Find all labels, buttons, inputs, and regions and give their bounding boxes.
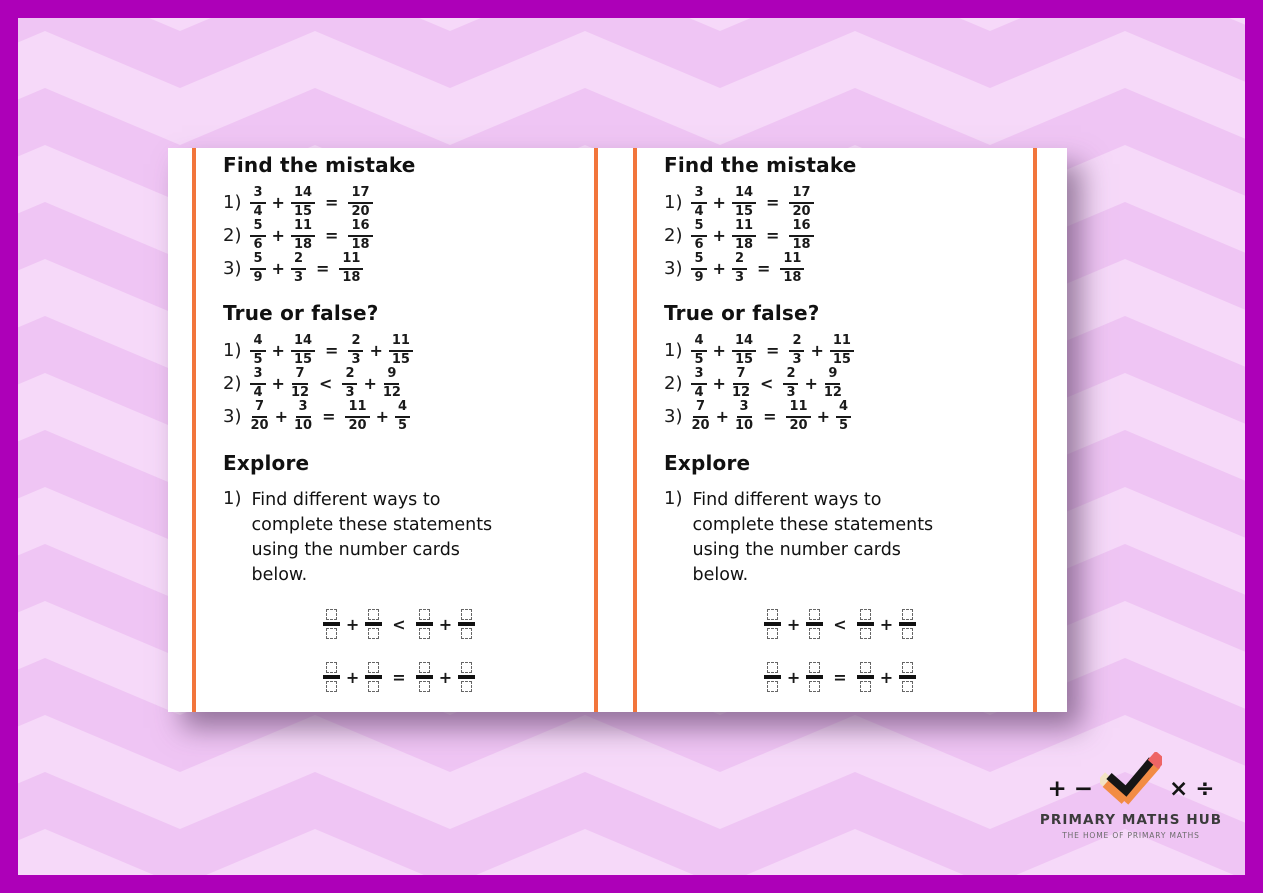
plus-operator: + xyxy=(879,614,894,634)
numerator: 5 xyxy=(250,219,265,237)
denominator-card-slot xyxy=(860,628,871,639)
numerator: 4 xyxy=(691,334,706,352)
explore-item xyxy=(664,488,1033,588)
denominator: 20 xyxy=(351,203,370,219)
denominator-card-slot xyxy=(767,628,778,639)
fraction xyxy=(732,252,747,285)
denominator: 18 xyxy=(792,236,811,252)
numerator-card-slot xyxy=(368,662,379,673)
fraction xyxy=(824,367,842,400)
worksheet-sheet xyxy=(168,148,1067,712)
fraction xyxy=(383,367,401,400)
plus-operator: + xyxy=(712,226,726,245)
number-card-statements xyxy=(223,605,575,696)
denominator: 3 xyxy=(345,384,355,400)
equals-operator: = xyxy=(392,667,406,687)
plus-operator: + xyxy=(345,614,360,634)
fraction xyxy=(830,334,854,367)
find-the-mistake-heading: Find the mistake xyxy=(664,153,857,177)
placeholder-statement-row xyxy=(323,605,475,643)
explore-item xyxy=(223,488,594,588)
denominator-card-slot xyxy=(461,681,472,692)
numerator: 5 xyxy=(691,219,706,237)
placeholder-statement-row xyxy=(764,605,916,643)
numerator-card-slot xyxy=(326,662,337,673)
fraction-placeholder xyxy=(458,662,475,692)
numerator: 2 xyxy=(348,334,363,352)
denominator-card-slot xyxy=(860,681,871,692)
fraction xyxy=(291,252,306,285)
placeholder-statement-row xyxy=(323,658,475,696)
numerator: 3 xyxy=(250,367,265,385)
equation-number: 3) xyxy=(223,258,242,279)
denominator: 3 xyxy=(792,351,802,367)
plus-operator: + xyxy=(712,193,726,212)
equation-number: 2) xyxy=(664,225,683,246)
plus-operator: + xyxy=(345,667,360,687)
number-card-statements xyxy=(664,605,1016,696)
denominator: 20 xyxy=(789,417,808,433)
numerator-card-slot xyxy=(461,609,472,620)
logo-title: PRIMARY MATHS HUB xyxy=(1039,812,1223,828)
equals-operator: = xyxy=(315,259,330,278)
numerator-card-slot xyxy=(809,609,820,620)
fraction xyxy=(691,334,706,367)
plus-symbol: + xyxy=(1047,776,1067,802)
fraction-bar xyxy=(323,622,340,626)
fraction xyxy=(250,334,265,367)
pencil-check-icon xyxy=(1100,752,1162,810)
explore-heading: Explore xyxy=(664,451,751,475)
denominator: 18 xyxy=(293,236,313,252)
fraction-placeholder xyxy=(323,662,340,692)
plus-operator: + xyxy=(375,407,389,426)
denominator: 15 xyxy=(832,351,851,367)
numerator-card-slot xyxy=(419,662,430,673)
numerator: 2 xyxy=(342,367,357,385)
equation-row xyxy=(223,252,594,285)
fraction xyxy=(250,367,265,400)
plus-operator: + xyxy=(438,667,453,687)
equation-number: 1) xyxy=(664,192,683,213)
numerator-card-slot xyxy=(860,662,871,673)
equals-operator: = xyxy=(766,226,780,245)
fraction xyxy=(291,219,315,252)
fraction-bar xyxy=(857,675,874,679)
numerator: 3 xyxy=(250,186,265,204)
fraction-placeholder xyxy=(365,609,382,639)
plus-operator: + xyxy=(810,341,824,360)
equation-row xyxy=(664,367,1033,400)
fraction-bar xyxy=(365,675,382,679)
fraction xyxy=(389,334,413,367)
fraction-bar xyxy=(764,622,781,626)
plus-operator: + xyxy=(271,341,285,360)
fraction xyxy=(735,400,753,433)
fraction-bar xyxy=(416,675,433,679)
denominator-card-slot xyxy=(326,681,337,692)
fraction xyxy=(691,186,706,219)
denominator-card-slot xyxy=(419,681,430,692)
denominator: 20 xyxy=(348,417,367,433)
fraction-placeholder xyxy=(899,662,916,692)
less-than-operator: < xyxy=(319,374,333,393)
numerator: 11 xyxy=(830,334,854,352)
plus-operator: + xyxy=(438,614,453,634)
fraction xyxy=(786,400,810,433)
denominator: 9 xyxy=(694,269,704,285)
denominator: 18 xyxy=(783,269,802,285)
denominator-card-slot xyxy=(461,628,472,639)
fraction-bar xyxy=(899,622,916,626)
numerator-card-slot xyxy=(860,609,871,620)
fraction xyxy=(789,186,813,219)
numerator: 11 xyxy=(786,400,810,418)
fraction xyxy=(780,252,804,285)
numerator-card-slot xyxy=(767,609,778,620)
denominator: 3 xyxy=(293,269,303,285)
numerator: 16 xyxy=(348,219,372,237)
numerator: 7 xyxy=(252,400,267,418)
panel-content xyxy=(637,148,1033,696)
fraction-placeholder xyxy=(365,662,382,692)
explore-item-text: Find different ways to complete these statements using the number cards below. xyxy=(251,490,493,585)
fraction-placeholder xyxy=(899,609,916,639)
explore-item-number: 1) xyxy=(664,488,683,509)
fraction xyxy=(339,252,363,285)
numerator-card-slot xyxy=(767,662,778,673)
denominator: 20 xyxy=(792,203,811,219)
equation-row xyxy=(664,252,1033,285)
numerator: 3 xyxy=(691,367,706,385)
equation-number: 3) xyxy=(664,406,683,427)
numerator: 2 xyxy=(732,252,747,270)
find-the-mistake-equations xyxy=(223,186,594,285)
numerator: 4 xyxy=(836,400,851,418)
find-the-mistake-equations xyxy=(664,186,1033,285)
numerator: 9 xyxy=(825,367,840,385)
equals-operator: = xyxy=(325,226,339,245)
numerator-card-slot xyxy=(902,609,913,620)
logo-tagline: THE HOME OF PRIMARY MATHS xyxy=(1062,831,1200,840)
fraction-placeholder xyxy=(323,609,340,639)
equation-row xyxy=(664,186,1033,219)
fraction-bar xyxy=(899,675,916,679)
equals-operator: = xyxy=(325,341,339,360)
fraction xyxy=(732,367,750,400)
fraction xyxy=(291,367,309,400)
denominator-card-slot xyxy=(809,628,820,639)
fraction xyxy=(250,186,265,219)
denominator: 6 xyxy=(694,236,704,252)
fraction-placeholder xyxy=(458,609,475,639)
numerator-card-slot xyxy=(419,609,430,620)
numerator: 3 xyxy=(691,186,706,204)
minus-symbol: − xyxy=(1073,776,1093,802)
plus-operator: + xyxy=(363,374,377,393)
fraction-bar xyxy=(323,675,340,679)
equation-number: 3) xyxy=(664,258,683,279)
less-than-operator: < xyxy=(760,374,774,393)
denominator-card-slot xyxy=(326,628,337,639)
numerator: 14 xyxy=(291,334,315,352)
denominator: 20 xyxy=(691,417,710,433)
numerator: 2 xyxy=(291,252,306,270)
numerator: 11 xyxy=(389,334,413,352)
fraction xyxy=(783,367,798,400)
fraction-bar xyxy=(416,622,433,626)
fraction-placeholder xyxy=(764,662,781,692)
equals-operator: = xyxy=(833,667,847,687)
fraction-bar xyxy=(806,622,823,626)
numerator: 5 xyxy=(691,252,706,270)
denominator: 12 xyxy=(382,384,401,400)
denominator: 12 xyxy=(731,384,751,400)
numerator-card-slot xyxy=(461,662,472,673)
explore-item-number: 1) xyxy=(223,488,242,509)
fraction-placeholder xyxy=(416,662,433,692)
numerator: 3 xyxy=(296,400,311,418)
denominator: 9 xyxy=(253,269,263,285)
fraction xyxy=(732,334,756,367)
fraction-placeholder xyxy=(857,609,874,639)
fraction xyxy=(348,334,363,367)
true-or-false-equations xyxy=(664,334,1033,433)
denominator: 3 xyxy=(734,269,744,285)
numerator: 11 xyxy=(291,219,315,237)
equation-number: 1) xyxy=(223,192,242,213)
plus-operator: + xyxy=(369,341,383,360)
fraction xyxy=(732,186,756,219)
true-or-false-heading: True or false? xyxy=(223,301,379,325)
denominator: 4 xyxy=(694,203,704,219)
plus-operator: + xyxy=(786,667,801,687)
less-than-operator: < xyxy=(392,614,406,634)
denominator: 15 xyxy=(293,203,313,219)
denominator-card-slot xyxy=(767,681,778,692)
numerator: 14 xyxy=(732,186,756,204)
fraction xyxy=(836,400,851,433)
fraction xyxy=(348,219,372,252)
numerator: 7 xyxy=(693,400,708,418)
plus-operator: + xyxy=(271,374,285,393)
denominator: 5 xyxy=(253,351,263,367)
denominator: 5 xyxy=(838,417,849,433)
denominator: 12 xyxy=(823,384,842,400)
fraction xyxy=(691,400,709,433)
fraction xyxy=(342,367,357,400)
denominator: 12 xyxy=(290,384,310,400)
denominator: 15 xyxy=(734,203,754,219)
fraction-placeholder xyxy=(806,662,823,692)
fraction-bar xyxy=(458,622,475,626)
numerator: 4 xyxy=(395,400,410,418)
fraction xyxy=(291,334,315,367)
denominator-card-slot xyxy=(902,628,913,639)
equation-row xyxy=(664,400,1033,433)
worksheet-panel-right xyxy=(633,148,1037,712)
logo-symbols-row xyxy=(1047,750,1214,810)
denominator: 10 xyxy=(734,417,754,433)
equation-row xyxy=(664,334,1033,367)
denominator: 18 xyxy=(342,269,361,285)
numerator: 14 xyxy=(732,334,756,352)
denominator: 3 xyxy=(351,351,361,367)
denominator-card-slot xyxy=(368,628,379,639)
numerator: 3 xyxy=(737,400,752,418)
equation-row xyxy=(223,400,594,433)
equals-operator: = xyxy=(322,407,336,426)
numerator: 2 xyxy=(789,334,804,352)
numerator: 11 xyxy=(732,219,756,237)
fraction xyxy=(395,400,410,433)
numerator: 16 xyxy=(789,219,813,237)
numerator: 2 xyxy=(783,367,798,385)
fraction xyxy=(691,367,706,400)
plus-operator: + xyxy=(271,193,285,212)
denominator: 5 xyxy=(694,351,704,367)
equation-number: 1) xyxy=(223,340,242,361)
fraction xyxy=(250,400,268,433)
numerator-card-slot xyxy=(368,609,379,620)
numerator: 11 xyxy=(345,400,369,418)
numerator: 17 xyxy=(789,186,813,204)
fraction xyxy=(294,400,312,433)
equation-number: 1) xyxy=(664,340,683,361)
denominator: 15 xyxy=(391,351,410,367)
plus-operator: + xyxy=(715,407,729,426)
fraction xyxy=(348,186,372,219)
numerator: 17 xyxy=(348,186,372,204)
equals-operator: = xyxy=(766,341,780,360)
fraction-placeholder xyxy=(806,609,823,639)
numerator: 14 xyxy=(291,186,315,204)
fraction xyxy=(250,219,265,252)
explore-item-text: Find different ways to complete these statements using the number cards below. xyxy=(692,490,934,585)
denominator-card-slot xyxy=(809,681,820,692)
explore-heading: Explore xyxy=(223,451,310,475)
fraction-bar xyxy=(764,675,781,679)
panel-content xyxy=(196,148,594,696)
equation-row xyxy=(223,367,594,400)
fraction xyxy=(789,219,813,252)
plus-operator: + xyxy=(712,374,726,393)
numerator-card-slot xyxy=(809,662,820,673)
plus-operator: + xyxy=(879,667,894,687)
plus-operator: + xyxy=(271,226,285,245)
numerator: 7 xyxy=(292,367,307,385)
denominator: 18 xyxy=(734,236,754,252)
fraction-bar xyxy=(857,622,874,626)
fraction-bar xyxy=(365,622,382,626)
equation-row xyxy=(223,186,594,219)
equals-operator: = xyxy=(763,407,777,426)
less-than-operator: < xyxy=(833,614,847,634)
fraction xyxy=(291,186,315,219)
plus-operator: + xyxy=(274,407,288,426)
denominator: 3 xyxy=(786,384,796,400)
primary-maths-hub-logo xyxy=(1038,750,1224,840)
denominator-card-slot xyxy=(419,628,430,639)
denominator-card-slot xyxy=(368,681,379,692)
placeholder-statement-row xyxy=(764,658,916,696)
denominator: 4 xyxy=(253,384,263,400)
denominator: 10 xyxy=(293,417,313,433)
equation-row xyxy=(664,219,1033,252)
numerator: 11 xyxy=(339,252,363,270)
equation-number: 2) xyxy=(223,373,242,394)
equation-row xyxy=(223,219,594,252)
denominator: 6 xyxy=(253,236,263,252)
numerator: 11 xyxy=(780,252,804,270)
denominator: 15 xyxy=(293,351,313,367)
numerator-card-slot xyxy=(326,609,337,620)
fraction xyxy=(250,252,265,285)
equation-number: 2) xyxy=(223,225,242,246)
equation-row xyxy=(223,334,594,367)
denominator: 4 xyxy=(253,203,263,219)
multiply-symbol: × xyxy=(1169,776,1189,802)
denominator-card-slot xyxy=(902,681,913,692)
plus-operator: + xyxy=(816,407,830,426)
worksheet-panel-left xyxy=(192,148,598,712)
equals-operator: = xyxy=(325,193,339,212)
numerator: 5 xyxy=(250,252,265,270)
plus-operator: + xyxy=(804,374,818,393)
fraction xyxy=(789,334,804,367)
divide-symbol: ÷ xyxy=(1195,776,1215,802)
fraction-bar xyxy=(806,675,823,679)
find-the-mistake-heading: Find the mistake xyxy=(223,153,416,177)
plus-operator: + xyxy=(712,341,726,360)
numerator: 9 xyxy=(384,367,399,385)
equals-operator: = xyxy=(766,193,780,212)
plus-operator: + xyxy=(271,259,285,278)
fraction-bar xyxy=(458,675,475,679)
denominator: 18 xyxy=(351,236,370,252)
fraction-placeholder xyxy=(764,609,781,639)
numerator: 4 xyxy=(250,334,265,352)
denominator: 15 xyxy=(734,351,754,367)
numerator: 7 xyxy=(733,367,748,385)
denominator: 4 xyxy=(694,384,704,400)
denominator: 5 xyxy=(397,417,408,433)
equals-operator: = xyxy=(756,259,771,278)
numerator-card-slot xyxy=(902,662,913,673)
denominator: 20 xyxy=(250,417,269,433)
fraction-placeholder xyxy=(416,609,433,639)
equation-number: 3) xyxy=(223,406,242,427)
plus-operator: + xyxy=(712,259,726,278)
true-or-false-heading: True or false? xyxy=(664,301,820,325)
equation-number: 2) xyxy=(664,373,683,394)
fraction xyxy=(691,219,706,252)
true-or-false-equations xyxy=(223,334,594,433)
fraction xyxy=(345,400,369,433)
fraction-placeholder xyxy=(857,662,874,692)
fraction xyxy=(691,252,706,285)
plus-operator: + xyxy=(786,614,801,634)
fraction xyxy=(732,219,756,252)
